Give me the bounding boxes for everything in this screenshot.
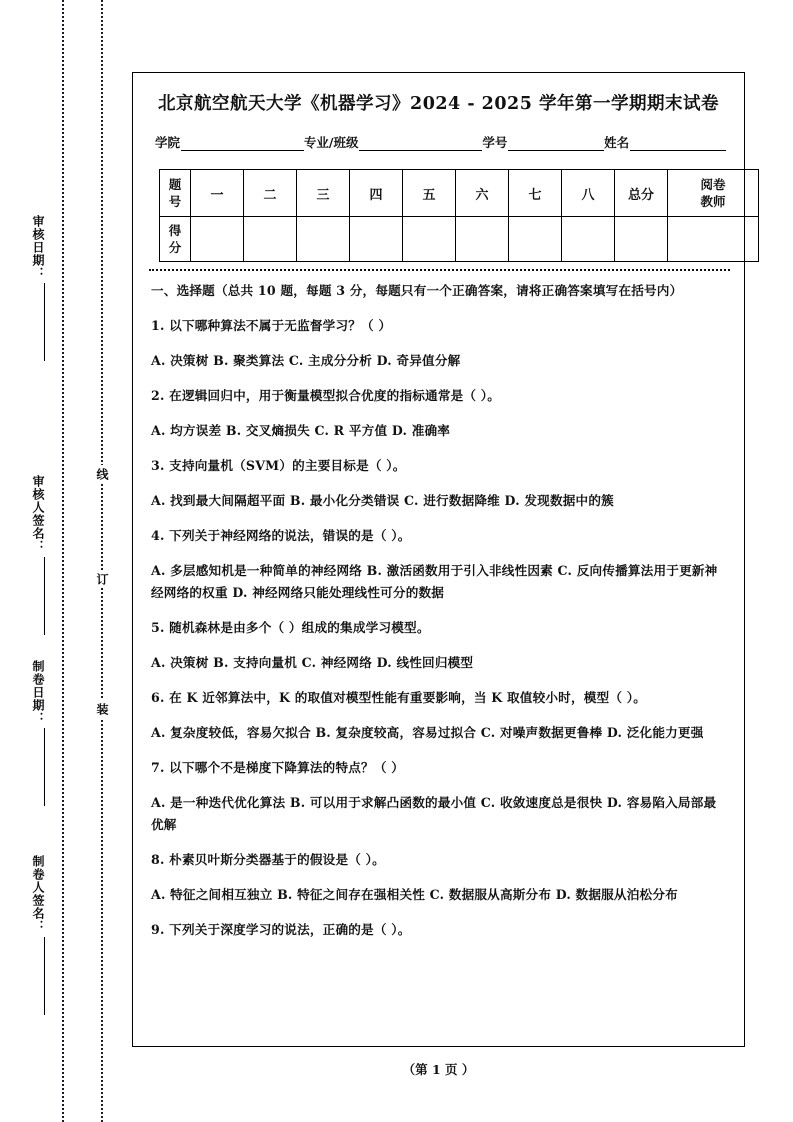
field-input-name[interactable] bbox=[630, 137, 726, 151]
margin-rule-produce-date bbox=[44, 728, 45, 806]
margin-label-produce-date: 制卷日期： bbox=[31, 660, 45, 725]
question-stem-5 bbox=[151, 617, 728, 639]
question-options-7: A. 是一种迭代优化算法 B. 可以用于求解凸函数的最小值 C. 收敛速度总是很快 D. 容易陷入局部最优解 bbox=[151, 795, 717, 832]
field-label-name: 姓名 bbox=[604, 135, 630, 150]
field-input-student-id[interactable] bbox=[508, 137, 604, 151]
question-text-7: 以下哪个不是梯度下降算法的特点？（ ） bbox=[169, 760, 405, 775]
question-stem-3 bbox=[151, 455, 728, 477]
section-heading: 一、选择题（总共 10 题，每题 3 分，每题只有一个正确答案，请将正确答案填写在括号内） bbox=[151, 283, 683, 298]
question-options-2: A. 均方误差 B. 交叉熵损失 C. R 平方值 D. 准确率 bbox=[151, 423, 451, 438]
field-label-college: 学院 bbox=[155, 135, 181, 150]
question-stem-6 bbox=[151, 687, 728, 709]
question-number-4: 4. bbox=[151, 528, 165, 543]
student-info-row bbox=[155, 133, 726, 151]
question-text-3: 支持向量机（SVM）的主要目标是（ ）。 bbox=[169, 458, 406, 473]
question-stem-9 bbox=[151, 919, 728, 941]
question-stem-1 bbox=[151, 315, 728, 337]
question-text-2: 在逻辑回归中，用于衡量模型拟合优度的指标通常是（ ）。 bbox=[169, 388, 501, 403]
field-label-major-class: 专业/班级 bbox=[303, 135, 359, 150]
cell-score-q5[interactable] bbox=[403, 217, 456, 262]
row-header-score: 得 分 bbox=[160, 217, 191, 262]
field-label-student-id: 学号 bbox=[482, 135, 508, 150]
margin-label-producer-signature: 制卷人签名： bbox=[31, 855, 45, 933]
question-body bbox=[151, 280, 728, 941]
margin-label-review-date: 审核日期： bbox=[31, 215, 45, 280]
field-input-major-class[interactable] bbox=[359, 137, 482, 151]
question-stem-4 bbox=[151, 525, 728, 547]
question-options-3: A. 找到最大间隔超平面 B. 最小化分类错误 C. 进行数据降维 D. 发现数据中的簇 bbox=[151, 493, 614, 508]
cell-q1-label: 一 bbox=[191, 170, 244, 217]
question-number-6: 6. bbox=[151, 690, 165, 705]
cell-q7-label: 七 bbox=[509, 170, 562, 217]
question-options-8: A. 特征之间相互独立 B. 特征之间存在强相关性 C. 数据服从高斯分布 D. 数据服从泊松分布 bbox=[151, 887, 678, 902]
fold-mark-zhuang: 装 bbox=[94, 700, 111, 718]
question-options-4: A. 多层感知机是一种简单的神经网络 B. 激活函数用于引入非线性因素 C. 反向传播算法用于更新神经网络的权重 D. 神经网络只能处理线性可分的数据 bbox=[151, 563, 718, 600]
question-text-6: 在 K 近邻算法中，K 的取值对模型性能有重要影响，当 K 取值较小时，模型（ ）。 bbox=[169, 690, 646, 705]
cell-score-total[interactable] bbox=[615, 217, 668, 262]
exam-paper-body bbox=[132, 72, 745, 1047]
margin-label-reviewer-signature: 审核人签名： bbox=[31, 475, 45, 553]
question-text-5: 随机森林是由多个（ ）组成的集成学习模型。 bbox=[169, 620, 430, 635]
question-stem-2 bbox=[151, 385, 728, 407]
question-text-9: 下列关于深度学习的说法，正确的是（ ）。 bbox=[169, 922, 411, 937]
field-input-college[interactable] bbox=[181, 137, 304, 151]
table-row-scores bbox=[160, 217, 759, 262]
score-table bbox=[159, 169, 759, 262]
left-binding-margin bbox=[0, 0, 132, 1122]
cell-score-q8[interactable] bbox=[562, 217, 615, 262]
section-divider bbox=[149, 269, 730, 271]
cell-score-q4[interactable] bbox=[350, 217, 403, 262]
table-row-question-numbers bbox=[160, 170, 759, 217]
binding-dotted-line-inner bbox=[101, 0, 103, 1122]
binding-dotted-line-outer bbox=[62, 0, 64, 1122]
cell-q6-label: 六 bbox=[456, 170, 509, 217]
cell-q8-label: 八 bbox=[562, 170, 615, 217]
cell-q4-label: 四 bbox=[350, 170, 403, 217]
question-number-8: 8. bbox=[151, 852, 165, 867]
question-text-4: 下列关于神经网络的说法，错误的是（ ）。 bbox=[169, 528, 411, 543]
question-number-5: 5. bbox=[151, 620, 165, 635]
question-options-1: A. 决策树 B. 聚类算法 C. 主成分分析 D. 奇异值分解 bbox=[151, 353, 461, 368]
cell-score-q3[interactable] bbox=[297, 217, 350, 262]
score-table-container bbox=[159, 169, 726, 262]
cell-q5-label: 五 bbox=[403, 170, 456, 217]
question-options-5: A. 决策树 B. 支持向量机 C. 神经网络 D. 线性回归模型 bbox=[151, 655, 474, 670]
question-text-8: 朴素贝叶斯分类器基于的假设是（ ）。 bbox=[169, 852, 385, 867]
row-header-question-number: 题 号 bbox=[160, 170, 191, 217]
page-title: 北京航空航天大学《机器学习》2024 - 2025 学年第一学期期末试卷 bbox=[158, 94, 719, 114]
question-text-1: 以下哪种算法不属于无监督学习？（ ） bbox=[169, 318, 392, 333]
fold-mark-xian: 线 bbox=[94, 465, 111, 483]
question-number-9: 9. bbox=[151, 922, 165, 937]
margin-rule-review-date bbox=[44, 283, 45, 361]
question-number-3: 3. bbox=[151, 458, 165, 473]
page-footer: （第 1 页 ） bbox=[402, 1062, 475, 1077]
question-number-7: 7. bbox=[151, 760, 165, 775]
cell-q2-label: 二 bbox=[244, 170, 297, 217]
cell-grader-name[interactable] bbox=[668, 217, 759, 262]
cell-score-q2[interactable] bbox=[244, 217, 297, 262]
cell-total-label: 总分 bbox=[615, 170, 668, 217]
cell-grader-label: 阅卷 教师 bbox=[668, 170, 759, 217]
question-stem-8 bbox=[151, 849, 728, 871]
fold-mark-ding: 订 bbox=[94, 570, 111, 588]
cell-score-q6[interactable] bbox=[456, 217, 509, 262]
question-options-6: A. 复杂度较低，容易欠拟合 B. 复杂度较高，容易过拟合 C. 对噪声数据更鲁棒 D. 泛化能力更强 bbox=[151, 725, 704, 740]
margin-rule-producer-signature bbox=[44, 937, 45, 1015]
cell-score-q7[interactable] bbox=[509, 217, 562, 262]
cell-score-q1[interactable] bbox=[191, 217, 244, 262]
question-number-2: 2. bbox=[151, 388, 165, 403]
question-number-1: 1. bbox=[151, 318, 165, 333]
question-stem-7 bbox=[151, 757, 728, 779]
cell-q3-label: 三 bbox=[297, 170, 350, 217]
margin-rule-reviewer-signature bbox=[44, 557, 45, 635]
